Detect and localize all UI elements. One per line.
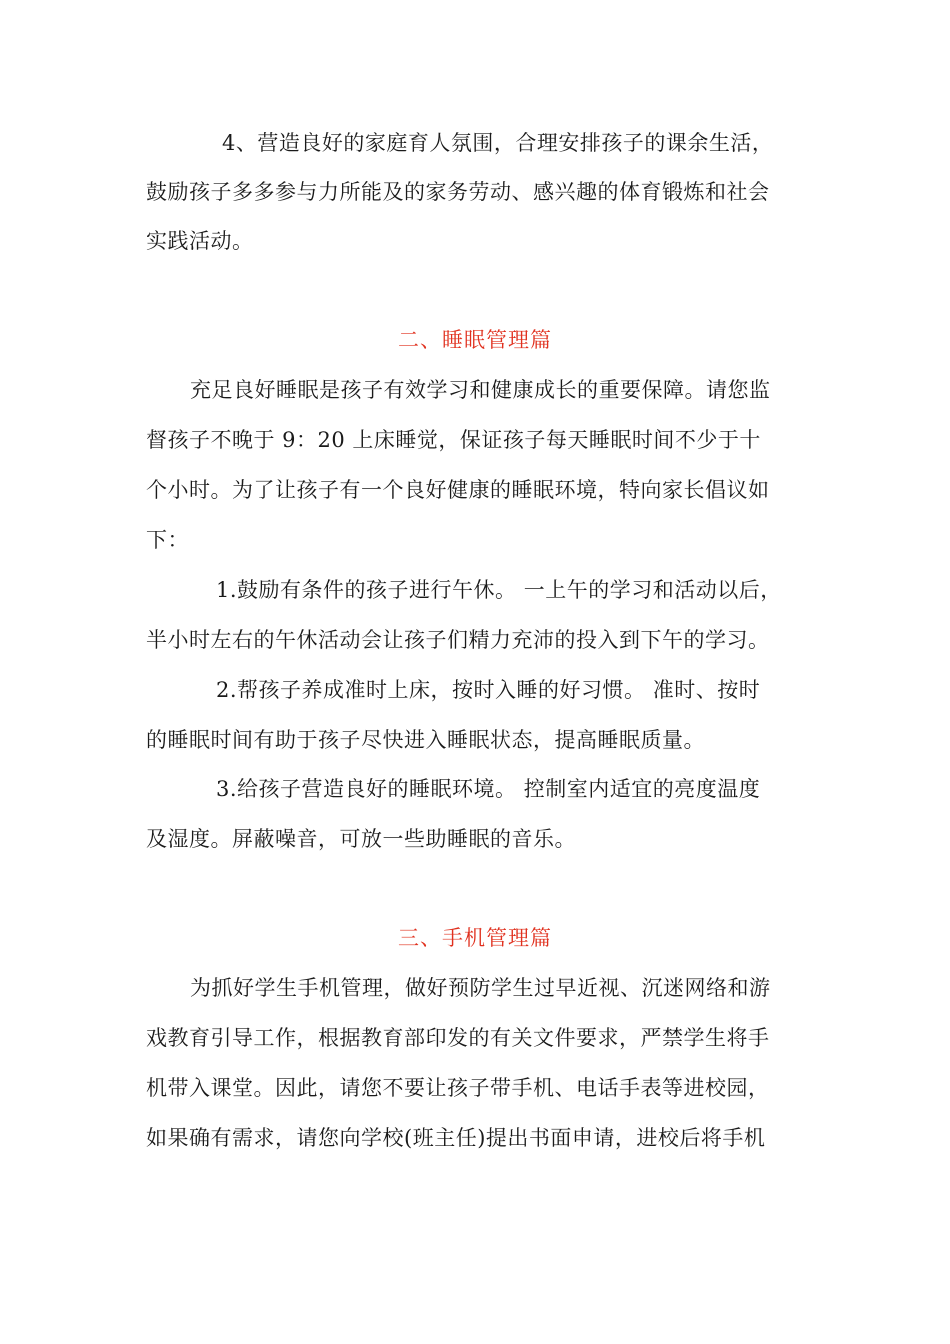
paragraph-line: 鼓励孩子多多参与力所能及的家务劳动、感兴趣的体育锻炼和社会 [146,180,770,204]
paragraph-line: 督孩子不晚于 9：20 上床睡觉，保证孩子每天睡眠时间不少于十 [146,428,761,452]
list-item-line: 1.鼓励有条件的孩子进行午休。 一上午的学习和活动以后， [216,578,782,602]
list-item-line: 2.帮孩子养成准时上床，按时入睡的好习惯。 准时、按时 [216,678,761,702]
paragraph-line: 如果确有需求，请您向学校(班主任)提出书面申请，进校后将手机 [146,1126,766,1150]
paragraph-line: 实践活动。 [146,229,254,253]
paragraph-line: 机带入课堂。因此，请您不要让孩子带手机、电话手表等进校园， [146,1076,770,1100]
paragraph-line: 下： [146,528,189,552]
section-heading-sleep: 二、睡眠管理篇 [398,328,552,352]
list-item-line: 3.给孩子营造良好的睡眠环境。 控制室内适宜的亮度温度 [216,777,761,801]
paragraph-line: 充足良好睡眠是孩子有效学习和健康成长的重要保障。请您监 [190,378,771,402]
list-item-line: 的睡眠时间有助于孩子尽快进入睡眠状态，提高睡眠质量。 [146,728,705,752]
paragraph-line: 为抓好学生手机管理，做好预防学生过早近视、沉迷网络和游 [190,976,771,1000]
section-heading-phone: 三、手机管理篇 [398,926,552,950]
paragraph-line: 个小时。为了让孩子有一个良好健康的睡眠环境，特向家长倡议如 [146,478,770,502]
list-item-line: 及湿度。屏蔽噪音，可放一些助睡眠的音乐。 [146,827,576,851]
paragraph-line: 4、营造良好的家庭育人氛围，合理安排孩子的课余生活， [222,131,774,155]
list-item-line: 半小时左右的午休活动会让孩子们精力充沛的投入到下午的学习。 [146,628,770,652]
paragraph-line: 戏教育引导工作，根据教育部印发的有关文件要求，严禁学生将手 [146,1026,770,1050]
